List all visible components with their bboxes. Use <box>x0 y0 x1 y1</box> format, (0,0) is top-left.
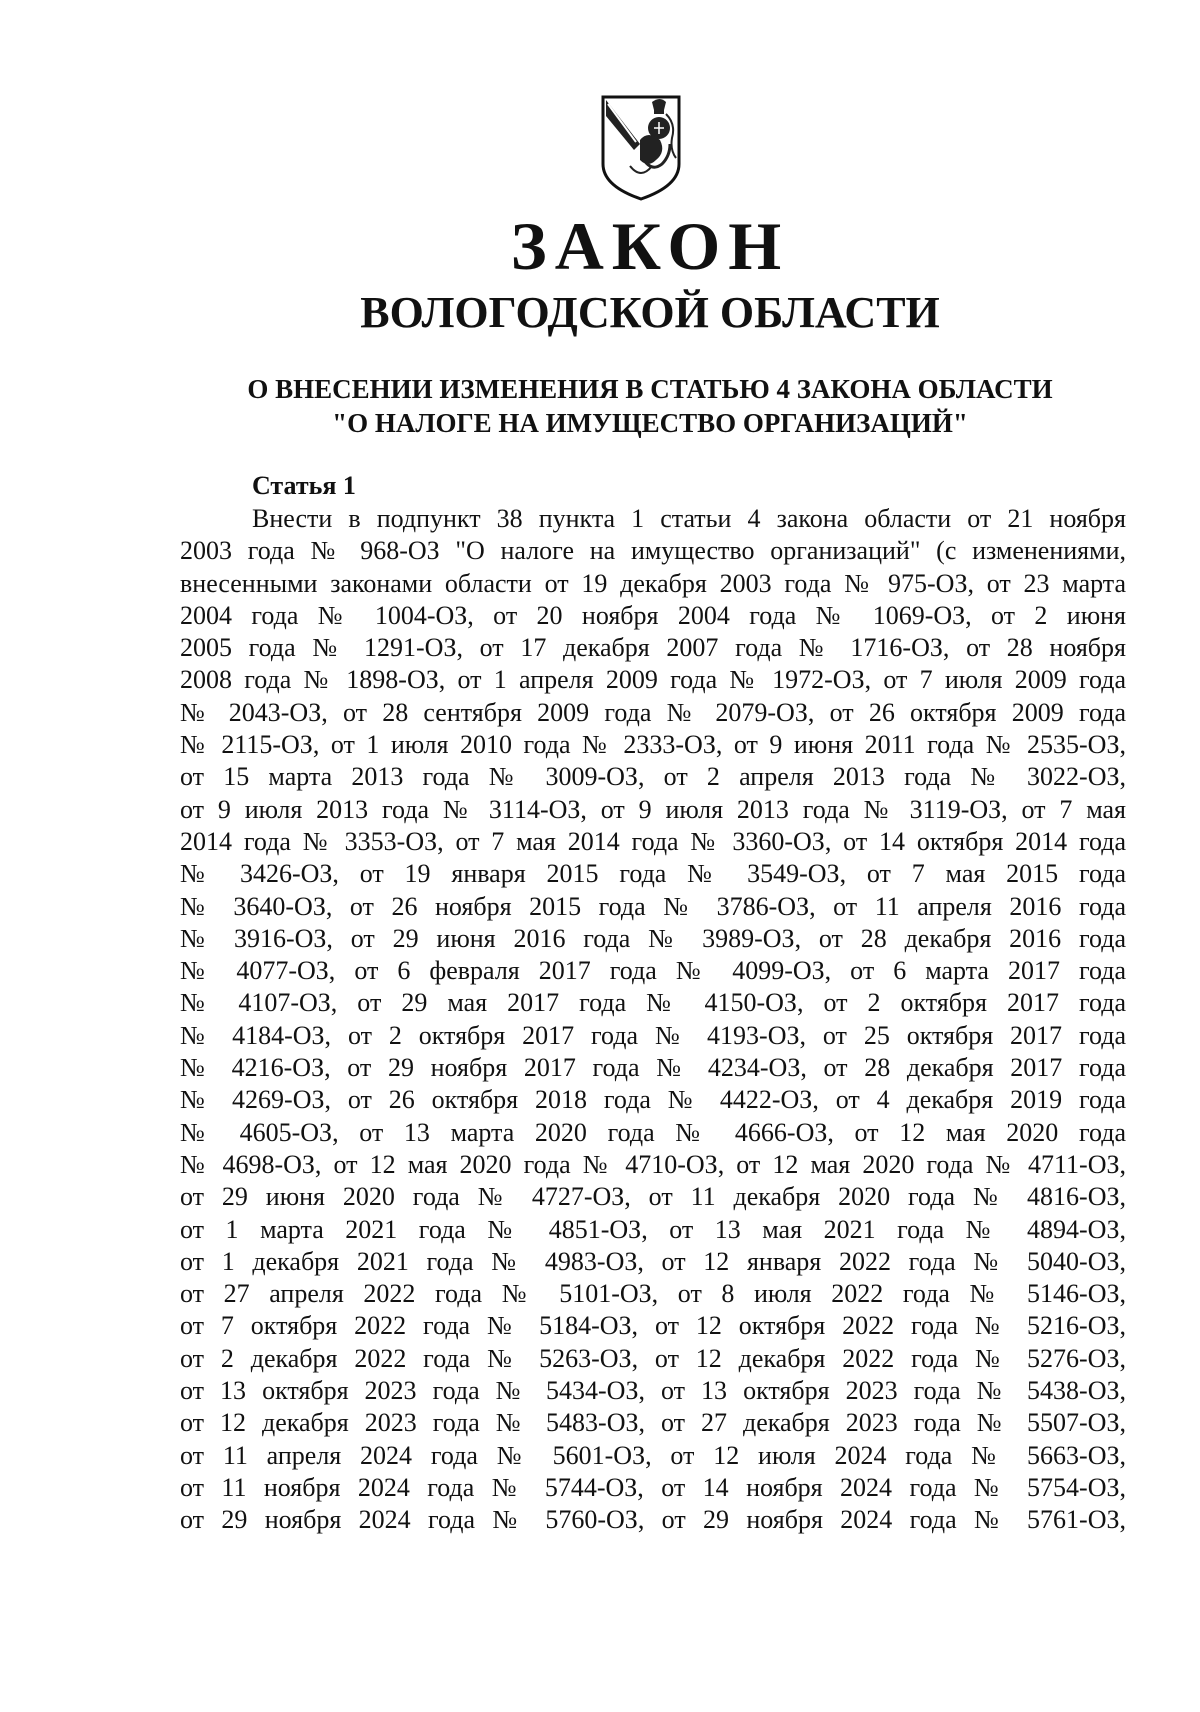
body-line: № 2043-ОЗ, от 28 сентября 2009 года № 2079-ОЗ, от 26 октября 2009 года <box>180 697 1126 727</box>
body-line: № 3916-ОЗ, от 29 июня 2016 года № 3989-ОЗ, от 28 декабря 2016 года <box>180 923 1126 953</box>
body-line: от 29 ноября 2024 года № 5760-ОЗ, от 29 ноября 2024 года № 5761-ОЗ, <box>180 1505 1126 1535</box>
body-line: Внести в подпункт 38 пункта 1 статьи 4 закона области от 21 ноября <box>252 504 1126 533</box>
body-line: от 7 октября 2022 года № 5184-ОЗ, от 12 октября 2022 года № 5216-ОЗ, <box>180 1311 1126 1341</box>
body-line: № 4698-ОЗ, от 12 мая 2020 года № 4710-ОЗ, от 12 мая 2020 года № 4711-ОЗ, <box>180 1149 1126 1179</box>
body-line: № 4269-ОЗ, от 26 октября 2018 года № 4422-ОЗ, от 4 декабря 2019 года <box>180 1085 1126 1115</box>
law-heading-line: "О НАЛОГЕ НА ИМУЩЕСТВО ОРГАНИЗАЦИЙ" <box>332 408 968 438</box>
body-line: № 3640-ОЗ, от 26 ноября 2015 года № 3786-ОЗ, от 11 апреля 2016 года <box>180 891 1126 921</box>
body-line: внесенными законами области от 19 декабря 2003 года № 975-ОЗ, от 23 марта <box>180 568 1126 598</box>
body-line: от 9 июля 2013 года № 3114-ОЗ, от 9 июля 2013 года № 3119-ОЗ, от 7 мая <box>180 794 1126 824</box>
law-heading <box>0 372 1200 440</box>
body-line: 2004 года № 1004-ОЗ, от 20 ноября 2004 года № 1069-ОЗ, от 2 июня <box>180 600 1126 630</box>
body-line: № 4077-ОЗ, от 6 февраля 2017 года № 4099-ОЗ, от 6 марта 2017 года <box>180 956 1126 986</box>
law-heading-line: О ВНЕСЕНИИ ИЗМЕНЕНИЯ В СТАТЬЮ 4 ЗАКОНА ОБЛАСТИ <box>247 374 1053 404</box>
body-line: от 1 декабря 2021 года № 4983-ОЗ, от 12 января 2022 года № 5040-ОЗ, <box>180 1246 1126 1276</box>
body-line: от 29 июня 2020 года № 4727-ОЗ, от 11 декабря 2020 года № 4816-ОЗ, <box>180 1182 1126 1212</box>
body-line: от 13 октября 2023 года № 5434-ОЗ, от 13 октября 2023 года № 5438-ОЗ, <box>180 1376 1126 1406</box>
law-subtitle: ВОЛОГОДСКОЙ ОБЛАСТИ <box>360 288 940 337</box>
body-line: № 4107-ОЗ, от 29 мая 2017 года № 4150-ОЗ, от 2 октября 2017 года <box>180 988 1126 1018</box>
body-line: 2003 года № 968-ОЗ "О налоге на имущество организаций" (с изменениями, <box>180 536 1126 566</box>
body-line: от 15 марта 2013 года № 3009-ОЗ, от 2 апреля 2013 года № 3022-ОЗ, <box>180 762 1126 792</box>
body-line: от 2 декабря 2022 года № 5263-ОЗ, от 12 декабря 2022 года № 5276-ОЗ, <box>180 1343 1126 1373</box>
law-title: ЗАКОН <box>510 208 790 284</box>
body-line: № 3426-ОЗ, от 19 января 2015 года № 3549-ОЗ, от 7 мая 2015 года <box>180 859 1126 889</box>
body-line: № 4216-ОЗ, от 29 ноября 2017 года № 4234-ОЗ, от 28 декабря 2017 года <box>180 1053 1126 1083</box>
body-line: 2014 года № 3353-ОЗ, от 7 мая 2014 года № 3360-ОЗ, от 14 октября 2014 года <box>180 826 1126 856</box>
body-line: от 11 апреля 2024 года № 5601-ОЗ, от 12 июля 2024 года № 5663-ОЗ, <box>180 1440 1126 1470</box>
body-line: № 2115-ОЗ, от 1 июля 2010 года № 2333-ОЗ, от 9 июня 2011 года № 2535-ОЗ, <box>180 730 1126 760</box>
body-line: № 4184-ОЗ, от 2 октября 2017 года № 4193-ОЗ, от 25 октября 2017 года <box>180 1020 1126 1050</box>
body-line: от 1 марта 2021 года № 4851-ОЗ, от 13 мая 2021 года № 4894-ОЗ, <box>180 1214 1126 1244</box>
body-line: № 4605-ОЗ, от 13 марта 2020 года № 4666-ОЗ, от 12 мая 2020 года <box>180 1117 1126 1147</box>
body-line: от 11 ноября 2024 года № 5744-ОЗ, от 14 ноября 2024 года № 5754-ОЗ, <box>180 1472 1126 1502</box>
body-line: 2008 года № 1898-ОЗ, от 1 апреля 2009 года № 1972-ОЗ, от 7 июля 2009 года <box>180 665 1126 695</box>
body-line: 2005 года № 1291-ОЗ, от 17 декабря 2007 года № 1716-ОЗ, от 28 ноября <box>180 633 1126 663</box>
article-body <box>180 503 1126 1537</box>
coat-of-arms-icon <box>600 94 682 202</box>
article-title: Статья 1 <box>252 471 356 500</box>
body-line: от 12 декабря 2023 года № 5483-ОЗ, от 27 декабря 2023 года № 5507-ОЗ, <box>180 1408 1126 1438</box>
body-line: от 27 апреля 2022 года № 5101-ОЗ, от 8 июля 2022 года № 5146-ОЗ, <box>180 1279 1126 1309</box>
